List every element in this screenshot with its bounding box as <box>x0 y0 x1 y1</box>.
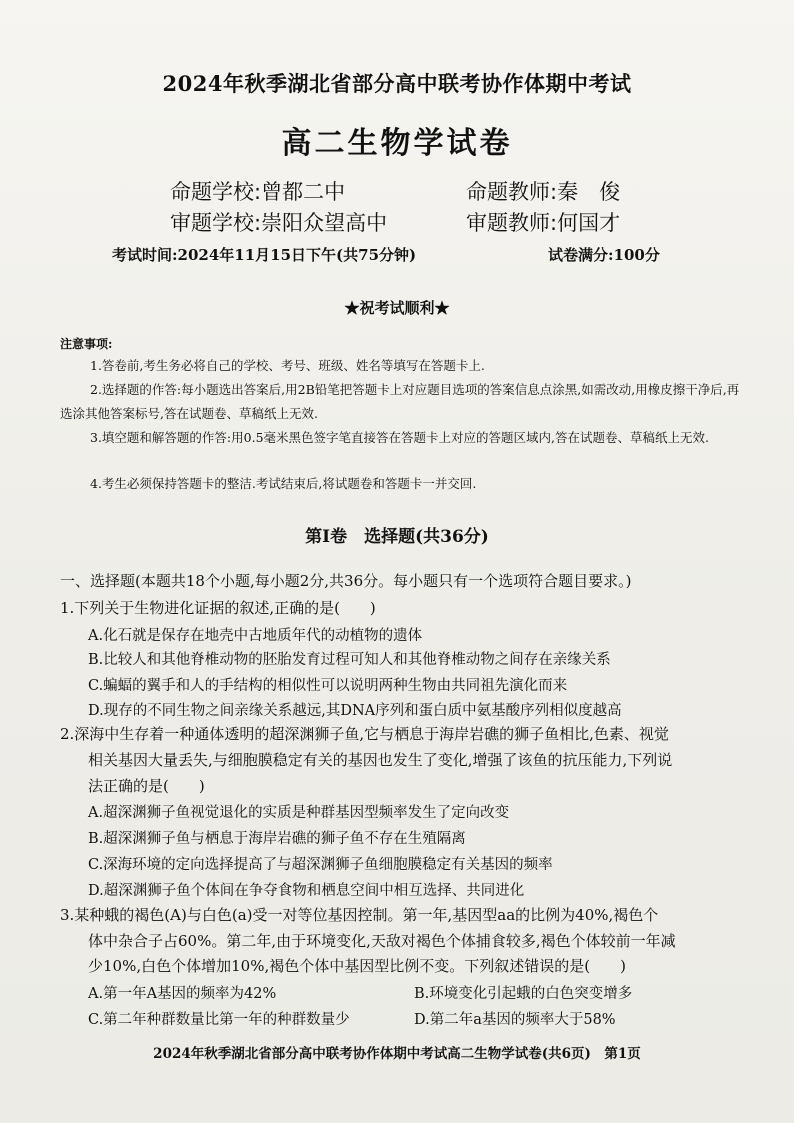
reviewing-school: 审题学校:崇阳众望高中 <box>170 211 388 235</box>
reviewing-teacher: 审题教师:何国才 <box>466 211 621 235</box>
question-2-option-b: B.超深渊狮子鱼与栖息于海岸岩礁的狮子鱼不存在生殖隔离 <box>88 831 466 847</box>
question-2-option-c: C.深海环境的定向选择提高了与超深渊狮子鱼细胞膜稳定有关基因的频率 <box>88 857 553 873</box>
question-2-stem-line-2: 相关基因大量丢失,与细胞膜稳定有关的基因也发生了变化,增强了该鱼的抗压能力,下列说 <box>88 751 673 769</box>
exam-title: 2024年秋季湖北省部分高中联考协作体期中考试 <box>162 71 632 96</box>
exam-time: 考试时间:2024年11月15日下午(共75分钟) <box>112 246 417 264</box>
note-item-2: 2.选择题的作答:每小题选出答案后,用2B铅笔把答题卡上对应题目选项的答案信息点涂黑,如需改动,用橡皮擦干净后,再选涂其他答案标号,答在试题卷、草稿纸上无效. <box>60 382 740 421</box>
question-3-option-c: C.第二年种群数量比第一年的种群数量少 <box>88 1012 350 1028</box>
full-score: 试卷满分:100分 <box>548 246 660 264</box>
proposing-teacher: 命题教师:秦 俊 <box>466 180 621 204</box>
subject-title: 高二生物学试卷 <box>281 126 513 161</box>
exam-wish: ★祝考试顺利★ <box>344 299 450 317</box>
question-1-option-c: C.蝙蝠的翼手和人的手结构的相似性可以说明两种生物由共同祖先演化而来 <box>88 678 568 694</box>
question-3-option-b: B.环境变化引起蛾的白色突变增多 <box>414 986 633 1002</box>
question-2-option-a: A.超深渊狮子鱼视觉退化的实质是种群基因型频率发生了定向改变 <box>88 805 510 821</box>
question-1-option-b: B.比较人和其他脊椎动物的胚胎发育过程可知人和其他脊椎动物之间存在亲缘关系 <box>88 652 611 668</box>
question-3-option-d: D.第二年a基因的频率大于58% <box>414 1012 616 1028</box>
note-item-1: 1.答卷前,考生务必将自己的学校、考号、班级、姓名等填写在答题卡上. <box>90 358 485 373</box>
question-3-stem-line-2: 体中杂合子占60%。第二年,由于环境变化,天敌对褐色个体捕食较多,褐色个体较前一年减 <box>88 932 676 950</box>
section-title: 第Ⅰ卷 选择题(共36分) <box>305 527 489 547</box>
proposing-school: 命题学校:曾都二中 <box>170 180 346 204</box>
question-1-option-d: D.现存的不同生物之间亲缘关系越远,其DNA序列和蛋白质中氨基酸序列相似度越高 <box>88 703 622 719</box>
question-1-option-a: A.化石就是保存在地壳中古地质年代的动植物的遗体 <box>88 628 423 644</box>
question-3-stem-line-1: 3.某种蛾的褐色(A)与白色(a)受一对等位基因控制。第一年,基因型aa的比例为40%,褐色个 <box>60 906 659 924</box>
notes-heading: 注意事项: <box>60 337 113 351</box>
page-footer: 2024年秋季湖北省部分高中联考协作体期中考试高二生物学试卷(共6页) 第1页 <box>153 1046 641 1062</box>
question-3-option-a: A.第一年A基因的频率为42% <box>88 986 277 1002</box>
note-item-3: 3.填空题和解答题的作答:用0.5毫米黑色签字笔直接答在答题卡上对应的答题区域内,答在试题卷、草稿纸上无效. <box>90 430 709 445</box>
question-3-stem-line-3: 少10%,白色个体增加10%,褐色个体中基因型比例不变。下列叙述错误的是( ) <box>88 957 626 975</box>
question-2-stem-line-3: 法正确的是( ) <box>88 777 205 795</box>
part-heading: 一、选择题(本题共18个小题,每小题2分,共36分。每小题只有一个选项符合题目要求。) <box>60 572 632 590</box>
question-2-stem-line-1: 2.深海中生存着一种通体透明的超深渊狮子鱼,它与栖息于海岸岩礁的狮子鱼相比,色素、视觉 <box>60 725 669 743</box>
question-2-option-d: D.超深渊狮子鱼个体间在争夺食物和栖息空间中相互选择、共同进化 <box>88 883 525 899</box>
question-1-stem: 1.下列关于生物进化证据的叙述,正确的是( ) <box>60 599 376 617</box>
note-item-4: 4.考生必须保持答题卡的整洁.考试结束后,将试题卷和答题卡一并交回. <box>90 476 477 491</box>
